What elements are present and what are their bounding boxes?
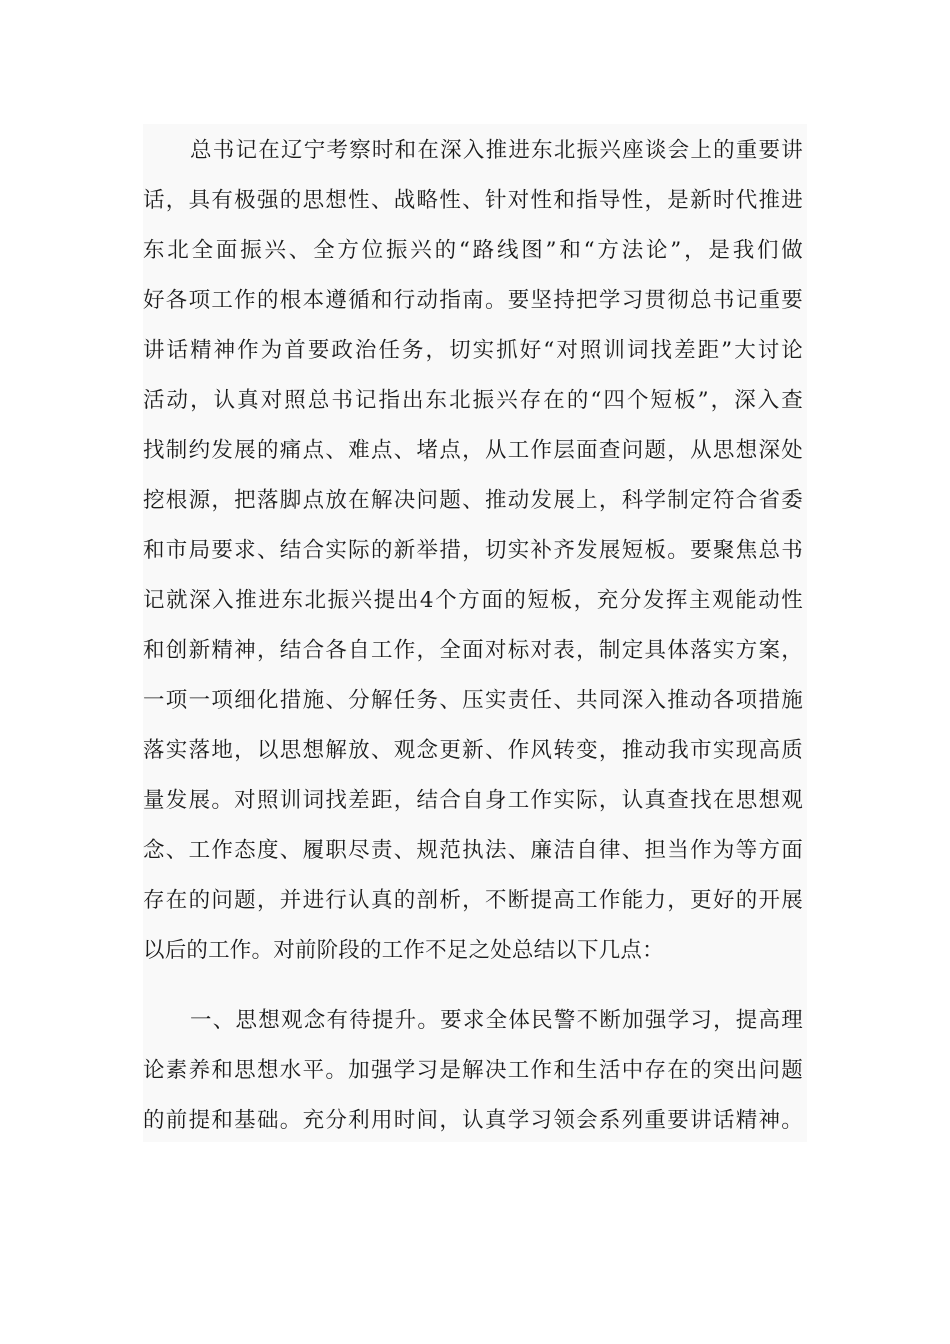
paragraph-1-line-2: 话，具有极强的思想性、战略性、针对性和指导性，是新时代推进	[143, 188, 803, 213]
paragraph-1-line-8: 挖根源，把落脚点放在解决问题、推动发展上，科学制定符合省委	[143, 488, 803, 513]
paragraph-1-line-7: 找制约发展的痛点、难点、堵点，从工作层面查问题，从思想深处	[143, 438, 803, 463]
paragraph-2-line-2: 论素养和思想水平。加强学习是解决工作和生活中存在的突出问题	[143, 1058, 803, 1083]
paragraph-1-line-3: 东北全面振兴、全方位振兴的“路线图”和“方法论”，是我们做	[143, 238, 803, 263]
paragraph-1-line-11: 和创新精神，结合各自工作，全面对标对表，制定具体落实方案，	[143, 638, 803, 663]
paragraph-1-line-14: 量发展。对照训词找差距，结合自身工作实际，认真查找在思想观	[143, 788, 803, 813]
paragraph-1-line-12: 一项一项细化措施、分解任务、压实责任、共同深入推动各项措施	[143, 688, 803, 713]
paragraph-2-line-3: 的前提和基础。充分利用时间，认真学习领会系列重要讲话精神。	[143, 1108, 803, 1133]
paragraph-1-line-6: 活动，认真对照总书记指出东北振兴存在的“四个短板”，深入查	[143, 388, 803, 413]
paragraph-1-line-4: 好各项工作的根本遵循和行动指南。要坚持把学习贯彻总书记重要	[143, 288, 803, 313]
paragraph-1-line-16: 存在的问题，并进行认真的剖析，不断提高工作能力，更好的开展	[143, 888, 803, 913]
paragraph-1-line-9: 和市局要求、结合实际的新举措，切实补齐发展短板。要聚焦总书	[143, 538, 803, 563]
paragraph-1-line-5: 讲话精神作为首要政治任务，切实抓好“对照训词找差距”大讨论	[143, 338, 803, 363]
paragraph-1-line-15: 念、工作态度、履职尽责、规范执法、廉洁自律、担当作为等方面	[143, 838, 803, 863]
paragraph-1-line-17: 以后的工作。对前阶段的工作不足之处总结以下几点：	[143, 938, 664, 963]
paragraph-2-line-1: 一、思想观念有待提升。要求全体民警不断加强学习，提高理	[190, 1008, 803, 1033]
paragraph-1-line-1: 总书记在辽宁考察时和在深入推进东北振兴座谈会上的重要讲	[190, 138, 803, 163]
paragraph-1-line-10: 记就深入推进东北振兴提出4个方面的短板，充分发挥主观能动性	[143, 588, 803, 613]
paragraph-1-line-13: 落实落地，以思想解放、观念更新、作风转变，推动我市实现高质	[143, 738, 803, 763]
